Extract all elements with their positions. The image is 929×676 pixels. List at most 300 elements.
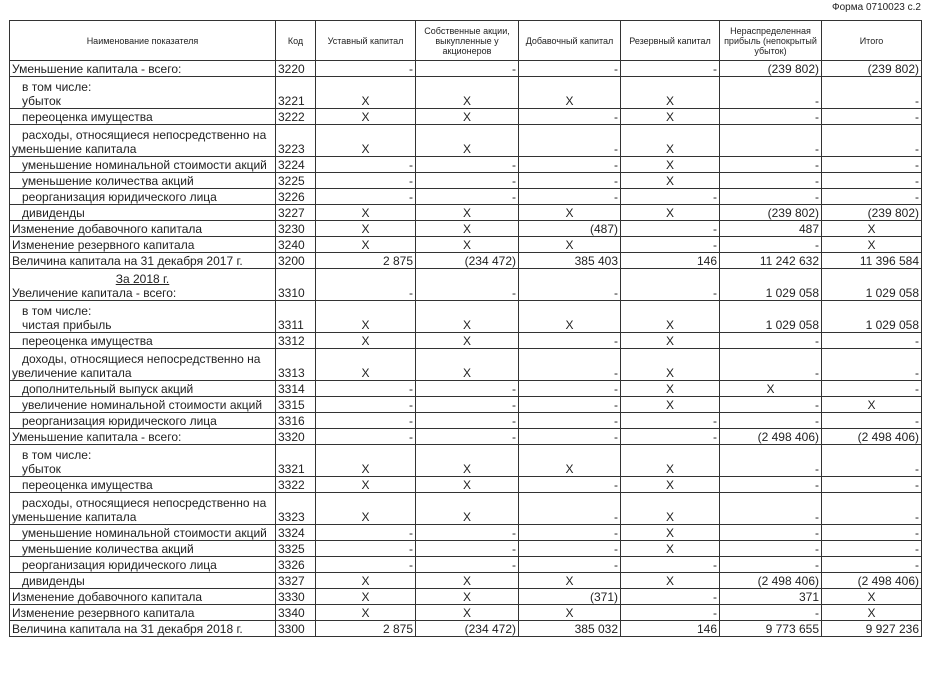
cell-c6: -: [822, 541, 922, 557]
cell-c5: -: [720, 557, 822, 573]
cell-c2: -: [416, 429, 519, 445]
cell-c2: X: [416, 205, 519, 221]
cell-c3: -: [519, 397, 621, 413]
cell-c6: -: [822, 525, 922, 541]
cell-c2: X: [416, 589, 519, 605]
row-code: 3222: [276, 109, 316, 125]
cell-c2: X: [416, 221, 519, 237]
header-row: [10, 21, 922, 61]
table-row: [10, 301, 922, 333]
cell-c3: (371): [519, 589, 621, 605]
cell-c4: X: [621, 445, 720, 477]
row-code: 3323: [276, 493, 316, 525]
cell-c1: X: [316, 125, 416, 157]
cell-c5: -: [720, 189, 822, 205]
cell-c4: X: [621, 77, 720, 109]
cell-c2: X: [416, 77, 519, 109]
row-name-text: уменьшение номинальной стоимости акций: [22, 158, 267, 172]
cell-c4: 146: [621, 253, 720, 269]
cell-c5: -: [720, 445, 822, 477]
cell-c6: -: [822, 493, 922, 525]
row-name-text: Уменьшение капитала - всего:: [12, 62, 182, 76]
cell-c4: X: [621, 301, 720, 333]
cell-c3: 385 403: [519, 253, 621, 269]
cell-c4: X: [621, 477, 720, 493]
cell-c2: (234 472): [416, 253, 519, 269]
cell-c2: -: [416, 269, 519, 301]
cell-c3: -: [519, 381, 621, 397]
row-name-prefix: в том числе:: [22, 448, 92, 462]
cell-c6: -: [822, 445, 922, 477]
cell-c5: 11 242 632: [720, 253, 822, 269]
cell-c4: -: [621, 269, 720, 301]
cell-c1: X: [316, 333, 416, 349]
cell-c3: -: [519, 541, 621, 557]
cell-c3: (487): [519, 221, 621, 237]
cell-c5: -: [720, 125, 822, 157]
cell-c5: (2 498 406): [720, 573, 822, 589]
cell-c4: -: [621, 237, 720, 253]
table-row: [10, 525, 922, 541]
table-row: [10, 61, 922, 77]
cell-c1: X: [316, 493, 416, 525]
row-name: [10, 253, 276, 269]
cell-c2: -: [416, 157, 519, 173]
cell-c5: -: [720, 109, 822, 125]
cell-c2: -: [416, 381, 519, 397]
cell-c2: X: [416, 573, 519, 589]
cell-c6: -: [822, 189, 922, 205]
cell-c1: X: [316, 589, 416, 605]
row-code: 3322: [276, 477, 316, 493]
cell-c6: -: [822, 125, 922, 157]
cell-c6: -: [822, 413, 922, 429]
cell-c6: -: [822, 109, 922, 125]
cell-c1: -: [316, 541, 416, 557]
cell-c6: 11 396 584: [822, 253, 922, 269]
row-name-text: уменьшение количества акций: [22, 542, 194, 556]
cell-c3: -: [519, 333, 621, 349]
cell-c6: 1 029 058: [822, 301, 922, 333]
cell-c4: -: [621, 429, 720, 445]
row-name-text: переоценка имущества: [22, 110, 153, 124]
cell-c3: -: [519, 157, 621, 173]
cell-c1: -: [316, 189, 416, 205]
row-name-text: убыток: [22, 94, 61, 108]
cell-c5: 371: [720, 589, 822, 605]
cell-c2: -: [416, 173, 519, 189]
cell-c3: X: [519, 205, 621, 221]
cell-c2: X: [416, 125, 519, 157]
row-name-prefix: расходы, относящиеся непосредственно на: [22, 128, 267, 142]
row-name: [10, 333, 276, 349]
table-row: [10, 573, 922, 589]
row-name-prefix: в том числе:: [22, 304, 92, 318]
cell-c1: 2 875: [316, 621, 416, 637]
row-name-prefix: доходы, относящиеся непосредственно на: [22, 352, 261, 366]
row-name: [10, 77, 276, 109]
cell-c4: -: [621, 589, 720, 605]
cell-c1: -: [316, 61, 416, 77]
form-label: Форма 0710023 с.2: [832, 2, 921, 13]
row-code: 3225: [276, 173, 316, 189]
row-name: [10, 109, 276, 125]
cell-c2: X: [416, 301, 519, 333]
cell-c1: -: [316, 525, 416, 541]
cell-c5: X: [720, 381, 822, 397]
row-name-text: Увеличение капитала - всего:: [12, 286, 177, 300]
cell-c1: X: [316, 221, 416, 237]
cell-c6: -: [822, 157, 922, 173]
row-code: 3327: [276, 573, 316, 589]
table-row: [10, 189, 922, 205]
cell-c6: -: [822, 381, 922, 397]
table-row: [10, 173, 922, 189]
cell-c3: X: [519, 445, 621, 477]
table-row: [10, 381, 922, 397]
cell-c4: X: [621, 573, 720, 589]
cell-c6: 1 029 058: [822, 269, 922, 301]
cell-c6: (2 498 406): [822, 573, 922, 589]
cell-c5: -: [720, 605, 822, 621]
cell-c5: -: [720, 333, 822, 349]
row-name: [10, 493, 276, 525]
row-code: 3316: [276, 413, 316, 429]
cell-c6: X: [822, 397, 922, 413]
cell-c4: X: [621, 173, 720, 189]
row-name-text: Величина капитала на 31 декабря 2017 г.: [12, 254, 243, 268]
cell-c4: X: [621, 205, 720, 221]
header-total: Итого: [822, 21, 922, 61]
table-row: [10, 77, 922, 109]
cell-c6: (2 498 406): [822, 429, 922, 445]
row-code: 3221: [276, 77, 316, 109]
row-name-text: увеличение капитала: [12, 366, 132, 380]
row-name-text: реорганизация юридического лица: [22, 190, 217, 204]
cell-c2: X: [416, 477, 519, 493]
cell-c3: -: [519, 189, 621, 205]
row-name: [10, 541, 276, 557]
cell-c3: X: [519, 301, 621, 333]
cell-c2: -: [416, 189, 519, 205]
cell-c3: -: [519, 269, 621, 301]
row-name: [10, 61, 276, 77]
cell-c2: -: [416, 525, 519, 541]
cell-c4: X: [621, 109, 720, 125]
cell-c3: -: [519, 413, 621, 429]
cell-c3: -: [519, 429, 621, 445]
header-authorized-capital: Уставный капитал: [316, 21, 416, 61]
cell-c6: -: [822, 77, 922, 109]
cell-c2: -: [416, 61, 519, 77]
row-name-prefix: расходы, относящиеся непосредственно на: [22, 496, 267, 510]
table-row: [10, 237, 922, 253]
cell-c1: -: [316, 381, 416, 397]
row-name: [10, 621, 276, 637]
row-name: [10, 525, 276, 541]
cell-c5: (239 802): [720, 205, 822, 221]
cell-c2: X: [416, 349, 519, 381]
row-name-text: уменьшение капитала: [12, 142, 137, 156]
cell-c5: -: [720, 173, 822, 189]
cell-c1: -: [316, 397, 416, 413]
row-name-text: переоценка имущества: [22, 478, 153, 492]
cell-c3: -: [519, 477, 621, 493]
cell-c5: -: [720, 157, 822, 173]
row-name: [10, 573, 276, 589]
row-code: 3311: [276, 301, 316, 333]
row-code: 3314: [276, 381, 316, 397]
cell-c1: -: [316, 413, 416, 429]
cell-c2: X: [416, 493, 519, 525]
cell-c1: X: [316, 605, 416, 621]
row-code: 3312: [276, 333, 316, 349]
cell-c3: -: [519, 61, 621, 77]
cell-c4: 146: [621, 621, 720, 637]
row-name-text: дивиденды: [22, 574, 85, 588]
row-code: 3330: [276, 589, 316, 605]
row-name: [10, 301, 276, 333]
cell-c4: -: [621, 189, 720, 205]
row-name: [10, 557, 276, 573]
cell-c6: -: [822, 333, 922, 349]
row-code: 3227: [276, 205, 316, 221]
cell-c6: (239 802): [822, 61, 922, 77]
cell-c3: -: [519, 349, 621, 381]
cell-c2: X: [416, 605, 519, 621]
cell-c1: X: [316, 237, 416, 253]
cell-c5: 9 773 655: [720, 621, 822, 637]
row-code: 3315: [276, 397, 316, 413]
table-row: [10, 557, 922, 573]
row-name: [10, 205, 276, 221]
table-row: [10, 477, 922, 493]
table-row: [10, 157, 922, 173]
table-row: [10, 413, 922, 429]
cell-c6: -: [822, 349, 922, 381]
table-row: [10, 541, 922, 557]
cell-c1: X: [316, 445, 416, 477]
row-name-text: Изменение резервного капитала: [12, 606, 195, 620]
row-code: 3340: [276, 605, 316, 621]
row-name-text: переоценка имущества: [22, 334, 153, 348]
row-name: [10, 189, 276, 205]
row-name-text: уменьшение количества акций: [22, 174, 194, 188]
cell-c1: X: [316, 77, 416, 109]
cell-c5: (2 498 406): [720, 429, 822, 445]
row-code: 3300: [276, 621, 316, 637]
row-code: 3320: [276, 429, 316, 445]
row-name: [10, 125, 276, 157]
table-row: [10, 493, 922, 525]
header-reserve-capital: Резервный капитал: [621, 21, 720, 61]
cell-c1: X: [316, 349, 416, 381]
table-body: [10, 61, 922, 637]
table-row: [10, 205, 922, 221]
row-code: 3230: [276, 221, 316, 237]
row-name: [10, 349, 276, 381]
cell-c1: -: [316, 173, 416, 189]
row-name-text: уменьшение номинальной стоимости акций: [22, 526, 267, 540]
row-name-text: реорганизация юридического лица: [22, 558, 217, 572]
cell-c1: -: [316, 429, 416, 445]
cell-c6: X: [822, 605, 922, 621]
row-name: [10, 605, 276, 621]
row-name: [10, 397, 276, 413]
row-name: [10, 445, 276, 477]
row-name-text: убыток: [22, 462, 61, 476]
row-name-text: увеличение номинальной стоимости акций: [22, 398, 263, 412]
row-name: [10, 477, 276, 493]
cell-c5: (239 802): [720, 61, 822, 77]
row-name: [10, 173, 276, 189]
cell-c6: -: [822, 557, 922, 573]
table-row: [10, 349, 922, 381]
row-code: 3326: [276, 557, 316, 573]
row-name: [10, 429, 276, 445]
header-name: Наименование показателя: [10, 21, 276, 61]
cell-c2: -: [416, 413, 519, 429]
row-code: 3325: [276, 541, 316, 557]
cell-c3: -: [519, 557, 621, 573]
table-row: [10, 221, 922, 237]
cell-c2: -: [416, 557, 519, 573]
row-name-text: Изменение резервного капитала: [12, 238, 195, 252]
cell-c2: -: [416, 541, 519, 557]
cell-c5: 1 029 058: [720, 269, 822, 301]
row-name: [10, 237, 276, 253]
cell-c1: X: [316, 573, 416, 589]
row-name-text: Изменение добавочного капитала: [12, 590, 203, 604]
cell-c6: -: [822, 173, 922, 189]
cell-c1: -: [316, 157, 416, 173]
cell-c4: X: [621, 349, 720, 381]
cell-c2: X: [416, 333, 519, 349]
table-row: [10, 621, 922, 637]
cell-c5: -: [720, 541, 822, 557]
row-name-text: Изменение добавочного капитала: [12, 222, 203, 236]
header-code: Код: [276, 21, 316, 61]
cell-c3: -: [519, 125, 621, 157]
table-row: [10, 429, 922, 445]
row-name: [10, 381, 276, 397]
cell-c5: -: [720, 525, 822, 541]
header-treasury-shares: Собственные акции, выкупленные у акционеров: [416, 21, 519, 61]
cell-c5: -: [720, 237, 822, 253]
cell-c6: X: [822, 237, 922, 253]
cell-c2: X: [416, 237, 519, 253]
cell-c5: -: [720, 77, 822, 109]
row-name: [10, 269, 276, 301]
row-name-text: чистая прибыль: [22, 318, 112, 332]
row-name: [10, 589, 276, 605]
cell-c5: -: [720, 349, 822, 381]
cell-c1: -: [316, 557, 416, 573]
cell-c5: -: [720, 477, 822, 493]
cell-c3: X: [519, 605, 621, 621]
row-name-text: уменьшение капитала: [12, 510, 137, 524]
capital-changes-table: [9, 20, 922, 637]
cell-c4: X: [621, 541, 720, 557]
table-row: [10, 445, 922, 477]
cell-c4: -: [621, 557, 720, 573]
cell-c5: 487: [720, 221, 822, 237]
row-name-text: Уменьшение капитала - всего:: [12, 430, 182, 444]
cell-c3: 385 032: [519, 621, 621, 637]
cell-c2: X: [416, 445, 519, 477]
table-row: [10, 333, 922, 349]
cell-c6: X: [822, 221, 922, 237]
cell-c4: X: [621, 333, 720, 349]
cell-c4: X: [621, 397, 720, 413]
row-name-prefix: в том числе:: [22, 80, 92, 94]
cell-c4: -: [621, 413, 720, 429]
cell-c4: -: [621, 605, 720, 621]
row-code: 3313: [276, 349, 316, 381]
cell-c2: -: [416, 397, 519, 413]
table-row: [10, 125, 922, 157]
cell-c4: X: [621, 157, 720, 173]
header-additional-capital: Добавочный капитал: [519, 21, 621, 61]
row-code: 3224: [276, 157, 316, 173]
cell-c3: X: [519, 573, 621, 589]
cell-c3: X: [519, 237, 621, 253]
cell-c6: -: [822, 477, 922, 493]
table-row: [10, 109, 922, 125]
cell-c5: 1 029 058: [720, 301, 822, 333]
cell-c4: X: [621, 381, 720, 397]
row-code: 3324: [276, 525, 316, 541]
row-name: [10, 221, 276, 237]
row-name-prefix: За 2018 г.: [115, 272, 170, 286]
row-name: [10, 413, 276, 429]
cell-c4: -: [621, 61, 720, 77]
row-name: [10, 157, 276, 173]
cell-c3: -: [519, 493, 621, 525]
row-name-text: Величина капитала на 31 декабря 2018 г.: [12, 622, 243, 636]
cell-c4: X: [621, 525, 720, 541]
cell-c1: X: [316, 109, 416, 125]
row-code: 3223: [276, 125, 316, 157]
row-code: 3200: [276, 253, 316, 269]
row-code: 3220: [276, 61, 316, 77]
table-row: [10, 253, 922, 269]
cell-c2: (234 472): [416, 621, 519, 637]
cell-c6: (239 802): [822, 205, 922, 221]
cell-c1: X: [316, 301, 416, 333]
cell-c5: -: [720, 397, 822, 413]
cell-c1: 2 875: [316, 253, 416, 269]
row-code: 3226: [276, 189, 316, 205]
row-code: 3310: [276, 269, 316, 301]
cell-c6: 9 927 236: [822, 621, 922, 637]
cell-c5: -: [720, 493, 822, 525]
row-name-text: дополнительный выпуск акций: [22, 382, 194, 396]
cell-c6: X: [822, 589, 922, 605]
table-row: [10, 589, 922, 605]
cell-c3: -: [519, 173, 621, 189]
cell-c3: -: [519, 525, 621, 541]
row-code: 3321: [276, 445, 316, 477]
row-code: 3240: [276, 237, 316, 253]
table-row: [10, 605, 922, 621]
table-row: [10, 397, 922, 413]
cell-c5: -: [720, 413, 822, 429]
cell-c1: X: [316, 205, 416, 221]
row-name-text: дивиденды: [22, 206, 85, 220]
cell-c1: -: [316, 269, 416, 301]
cell-c4: X: [621, 493, 720, 525]
